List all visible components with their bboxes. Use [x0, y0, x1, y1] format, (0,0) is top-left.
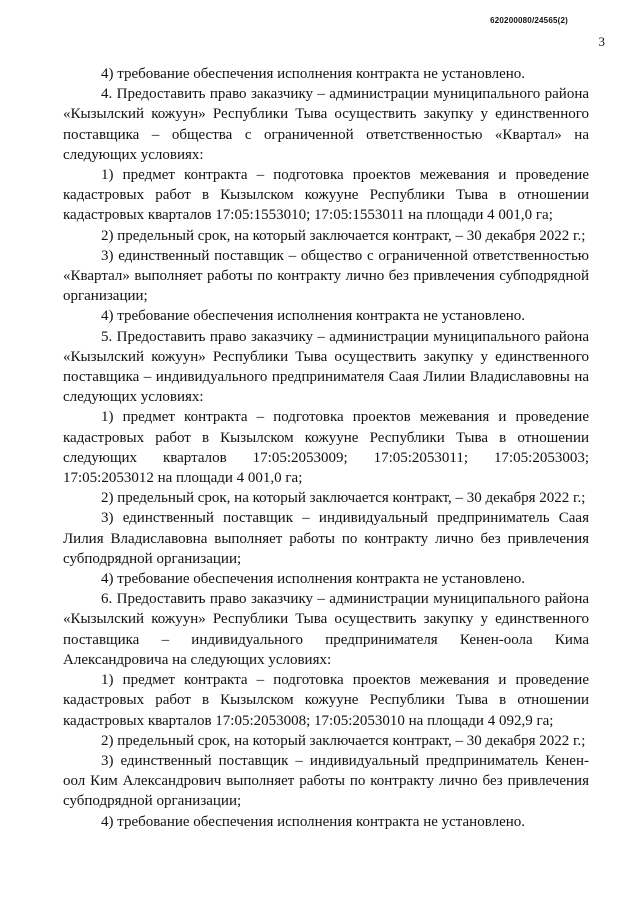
paragraph: 4) требование обеспечения исполнения контракта не установлено. [101, 66, 526, 82]
paragraph: 5. Предоставить право заказчику – администрации муниципального района «Кызылский кожуун» Республики Тыва осуществить закупку у единственного поставщика – индивидуального предпринимателя Саая Лилии Владиславовны на следующих условиях: [63, 328, 589, 406]
paragraph: 4. Предоставить право заказчику – администрации муниципального района «Кызылский кожуун» Республики Тыва осуществить закупку у единственного поставщика – общества с ограниченной ответственностью «Квартал» на следующих условиях: [63, 86, 589, 163]
paragraph: 3) единственный поставщик – индивидуальный предприниматель Кенен-оол Ким Александрович выполняет работы по контракту лично без привлечения субподрядной организации; [63, 752, 589, 810]
paragraph: 3) единственный поставщик – индивидуальный предприниматель Саая Лилия Владиславовна выполняет работы по контракту лично без привлечения субподрядной организации; [63, 510, 589, 567]
paragraph: 4) требование обеспечения исполнения контракта не установлено. [101, 571, 526, 588]
paragraph: 4) требование обеспечения исполнения контракта не установлено. [101, 308, 526, 325]
paragraph: 1) предмет контракта – подготовка проектов межевания и проведение кадастровых работ в Кызылском кожууне Республики Тыва в отношении кадастровых кварталов 17:05:2053008; 17:05:2053010 на площади 4 092,9 га; [63, 672, 589, 729]
paragraph: 1) предмет контракта – подготовка проектов межевания и проведение кадастровых работ в Кызылском кожууне Республики Тыва в отношении кадастровых кварталов 17:05:1553010; 17:05:1553011 на площади 4 001,0 га; [63, 167, 589, 224]
document-body [63, 64, 589, 832]
page-number: 3 [598, 34, 605, 49]
paragraph: 6. Предоставить право заказчику – администрации муниципального района «Кызылский кожуун» Республики Тыва осуществить закупку у единственного поставщика – индивидуального предпринимателя Кенен-оола Кима Александровича на следующих условиях: [63, 591, 589, 668]
document-id: 620200080/24565(2) [490, 16, 568, 25]
paragraph: 2) предельный срок, на который заключается контракт, – 30 декабря 2022 г.; [101, 227, 586, 244]
paragraph: 2) предельный срок, на который заключается контракт, – 30 декабря 2022 г.; [101, 732, 586, 749]
paragraph: 2) предельный срок, на который заключается контракт, – 30 декабря 2022 г.; [101, 490, 586, 507]
paragraph: 3) единственный поставщик – общество с ограниченной ответственностью «Квартал» выполняет работы по контракту лично без привлечения субподрядной организации; [63, 247, 589, 305]
paragraph: 4) требование обеспечения исполнения контракта не установлено. [101, 813, 526, 830]
paragraph: 1) предмет контракта – подготовка проектов межевания и проведение кадастровых работ в Кызылском кожууне Республики Тыва в отношении следующих кварталов 17:05:2053009; 17:05:2053011; 17:05:2053003; 17:05:2053012 на площади 4 001,0 га; [63, 409, 589, 487]
